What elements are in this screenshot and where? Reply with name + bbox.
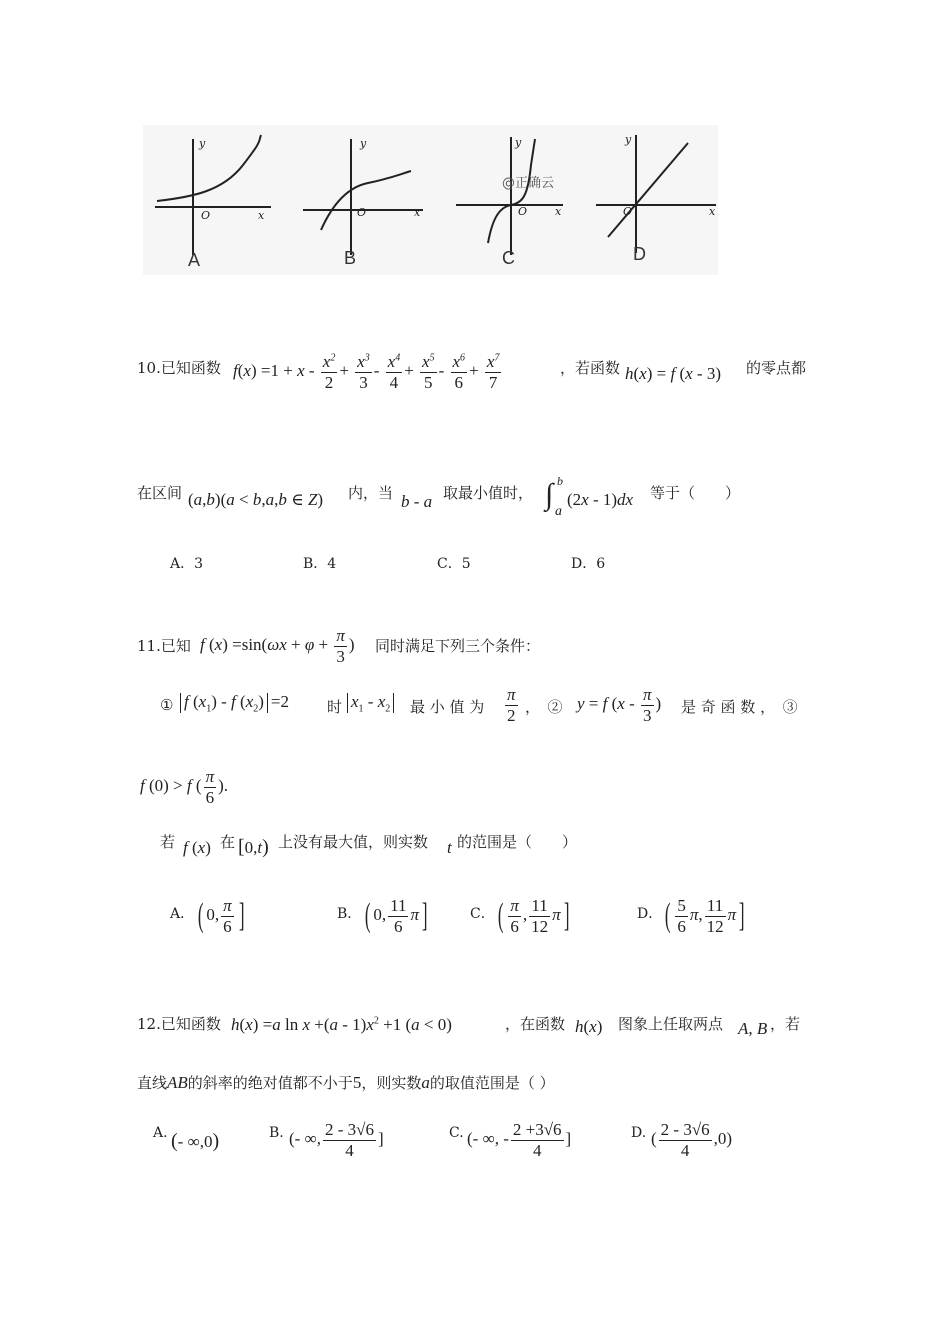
q11-cond1-min: 最 小 值 为 [410, 698, 485, 716]
q10-option-d[interactable]: D．6 [571, 556, 606, 572]
axis-x-label: x [258, 209, 265, 222]
question-number: 10. [137, 359, 161, 377]
watermark-text: @正确云 [502, 176, 555, 191]
question-text: 已知函数 [160, 359, 221, 377]
q11-cond1-formula: f $(x_1)$ - f $(x_2) =2$ [177, 692, 289, 714]
q11-cond1-mark: ① [160, 696, 174, 714]
origin-label: O [201, 209, 211, 222]
q10-b-minus-a: b - a [401, 492, 433, 511]
q12-mid: ，在函数 [505, 1015, 566, 1033]
graph-label-d: D [633, 244, 646, 264]
origin-label: O [518, 205, 528, 218]
axis-x-label: x [414, 206, 421, 219]
graph-label-b: B [344, 248, 357, 268]
q10-tail: 的零点都 [746, 359, 807, 377]
q11-option-d-value[interactable]: ( $\frac{5}{6}$ π, $\frac{11}{12}$ π] [664, 896, 745, 936]
axis-y-label: y [199, 137, 206, 150]
q11-pi-half: $\frac{\pi}{2}$ [507, 685, 516, 725]
q10-option-c[interactable]: C．5 [437, 556, 471, 572]
q12-option-a-letter[interactable]: A. [153, 1125, 168, 1141]
question-text: 已知 [160, 637, 191, 655]
axis-y-label: y [360, 137, 367, 150]
graph-d [596, 135, 716, 253]
q10-mid: ，若函数 [560, 359, 621, 377]
q11-ask-fx: f (x) [183, 838, 211, 857]
q11-option-b-value[interactable]: ( 0, $\frac{11}{6}$ π] [364, 896, 428, 936]
q10-line2-d: 等于（ ） [650, 484, 741, 502]
q12-mid2: 图象上任取两点 [618, 1015, 724, 1033]
slope-bound: 5 [352, 1073, 362, 1092]
q12-function-formula: h(x) =a $\ln x +(a - 1)x^2 +1$ (a < 0) [231, 1015, 452, 1034]
q12-option-c-letter[interactable]: C. [449, 1125, 464, 1141]
question-text: 的斜率的绝对值都不小于 [187, 1074, 353, 1092]
q12-tail: ，若 [770, 1015, 801, 1033]
origin-label: O [623, 205, 633, 218]
q11-cond3-formula: f (0) > f ( $\frac{\pi}{6}$ ). [140, 767, 229, 807]
q11-cond1-x-diff: $x_1 - x_2$ [344, 692, 397, 714]
q10-option-b[interactable]: B．4 [303, 556, 337, 572]
q10-interval-formula: (a,b)(a < b,a,b ∈ Z) [188, 490, 324, 509]
graph-label-a: A [188, 250, 201, 270]
q11-ask-b: 在 [220, 833, 236, 851]
q11-cond2-tail: 是 奇 函 数 ， ③ [681, 698, 798, 716]
q12-option-d-letter[interactable]: D. [631, 1125, 647, 1141]
axis-y-label: y [515, 136, 522, 149]
question-text: ，则实数 [361, 1074, 422, 1092]
q12-option-c-value[interactable]: (- ∞, - $\frac{2 +3√6}{4}$ ] [467, 1120, 572, 1160]
graph-c [456, 137, 563, 255]
q10-line2-b: 内，当 [348, 484, 394, 502]
graph-label-c: C [502, 248, 515, 268]
q11-option-c-value[interactable]: ( $\frac{\pi}{6}$ , $\frac{11}{12}$ π] [497, 896, 570, 936]
q11-var-t: t [447, 838, 452, 857]
q11-option-c-letter[interactable]: C． [470, 906, 495, 922]
q10-lead [137, 357, 221, 378]
q10-option-a[interactable]: A．3 [170, 556, 204, 572]
question-number: 12. [137, 1015, 161, 1033]
q11-cond2-mark: ， ② [525, 698, 563, 716]
graph-b [303, 139, 423, 255]
q11-lead [137, 635, 191, 656]
function-graphs-figure [143, 125, 718, 275]
q10-h-formula: h(x) = f (x - 3) [625, 364, 721, 383]
axis-x-label: x [555, 205, 562, 218]
origin-label: O [357, 206, 367, 219]
q10-function-formula: f(x) =1 + x - $\frac{x^2}{2}$ + $\frac{x^3}{3}$ - $\frac{x^4}{4}$ + $\frac{x^5}{5}$ - $\frac{x^6}{6}$ + $\frac{x^7}{7}$ [233, 352, 500, 392]
q12-option-d-value[interactable]: ( $\frac{2 - 3√6}{4}$ ,0) [651, 1120, 733, 1160]
question-text: 直线 [137, 1074, 168, 1092]
q11-cond2-formula: y = f (x - $\frac{\pi}{3}$ ) [577, 685, 662, 725]
question-text: 已知函数 [160, 1015, 221, 1033]
graph-a [155, 135, 271, 255]
q11-lead-tail: 同时满足下列三个条件： [375, 637, 541, 655]
q11-interval: [0,t) [238, 836, 269, 858]
q12-lead [137, 1013, 221, 1034]
q11-ask-c: 上没有最大值，则实数 [278, 833, 429, 851]
q12-option-b-letter[interactable]: B. [269, 1125, 284, 1141]
q12-option-b-value[interactable]: (- ∞, $\frac{2 - 3√6}{4}$ ] [289, 1120, 384, 1160]
q12-points-ab: A, B [738, 1019, 768, 1038]
q10-line2-c: 取最小值时， [443, 484, 534, 502]
q11-cond1-when: 时 [327, 698, 343, 716]
q12-hx: h(x) [575, 1017, 603, 1036]
axis-x-label: x [709, 205, 716, 218]
q11-option-b-letter[interactable]: B． [337, 906, 362, 922]
question-number: 11. [137, 637, 161, 655]
q11-function-formula: f (x) =sin(ωx + φ + $\frac{\pi}{3}$ ) [200, 626, 355, 666]
q11-option-d-letter[interactable]: D． [637, 906, 663, 922]
q11-option-a-letter[interactable]: A． [170, 906, 195, 922]
q11-ask-d: 的范围是（ ） [457, 833, 578, 851]
q11-option-a-value[interactable]: ( 0, $\frac{\pi}{6}$ ] [197, 896, 245, 936]
question-text: 的取值范围是（ ） [429, 1074, 555, 1092]
q12-line2: 直线AB的斜率的绝对值都不小于5，则实数a的取值范围是（ ） [137, 1073, 555, 1092]
axis-y-label: y [625, 133, 632, 146]
q11-ask-a: 若 [160, 833, 176, 851]
q10-line2-a: 在区间 [137, 484, 183, 502]
q12-option-a-value[interactable]: (- ∞,0) [171, 1130, 220, 1152]
